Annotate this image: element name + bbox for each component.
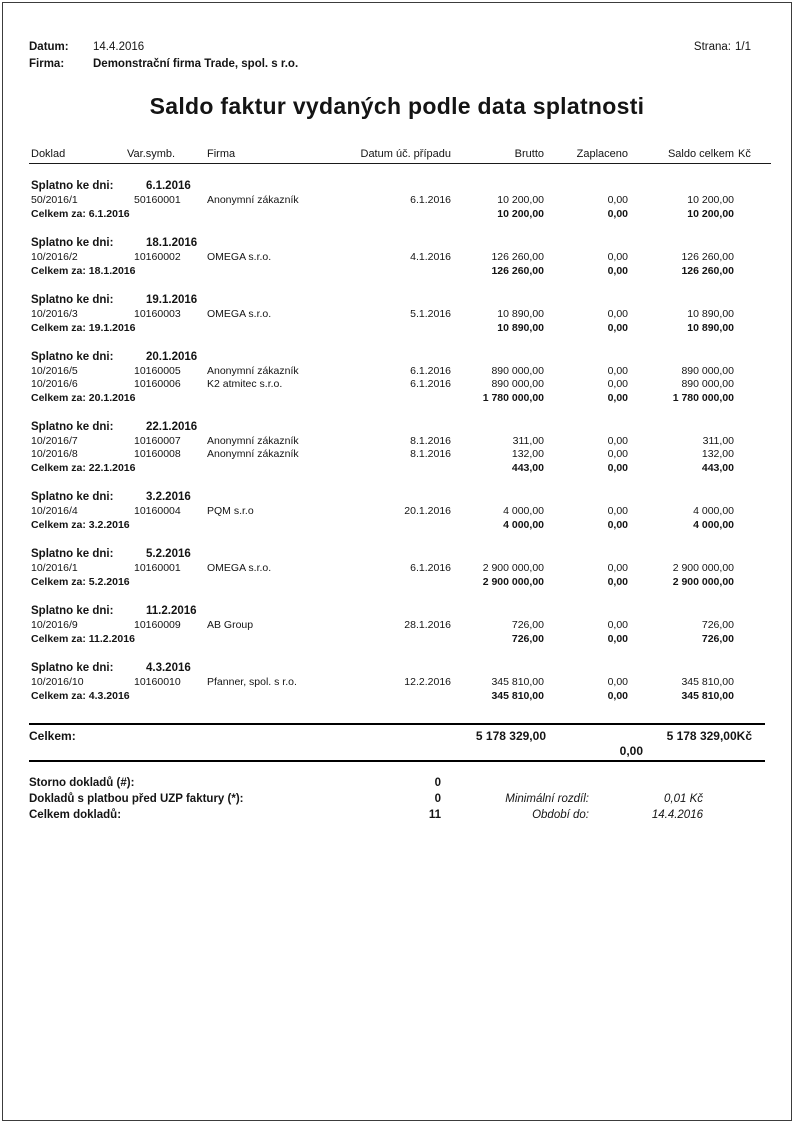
grand-total-paid-row — [29, 744, 765, 758]
cell-doklad: 10/2016/9 — [31, 618, 78, 631]
firma-label: Firma: — [29, 58, 65, 70]
group-total-row — [29, 461, 771, 475]
group-due-label: Splatno ke dni: — [31, 236, 114, 249]
cell-firma: OMEGA s.r.o. — [207, 307, 272, 320]
invoice-row — [29, 435, 771, 448]
storno-label: Storno dokladů (#): — [29, 776, 135, 789]
group-total-label: Celkem za: 5.2.2016 — [31, 575, 130, 588]
cell-firma: Anonymní zákazník — [207, 193, 299, 206]
strana-label: Strana: — [693, 41, 731, 53]
cell-zaplaceno: 0,00 — [607, 447, 628, 460]
table-header-row — [29, 148, 771, 164]
group-header-row — [29, 546, 771, 562]
cell-saldo: 2 900 000,00 — [672, 561, 734, 574]
invoice-balance-table — [29, 148, 771, 703]
cell-saldo: 311,00 — [702, 434, 734, 447]
cell-datum: 6.1.2016 — [410, 193, 451, 206]
group-due-label: Splatno ke dni: — [31, 661, 114, 674]
min-rozdil-label: Minimální rozdíl: — [505, 792, 589, 805]
group-total-saldo: 10 890,00 — [687, 321, 734, 334]
group-total-label: Celkem za: 19.1.2016 — [31, 321, 136, 334]
cell-doklad: 10/2016/8 — [31, 447, 78, 460]
group-due-label: Splatno ke dni: — [31, 604, 114, 617]
meta-firma-row — [29, 56, 298, 73]
cell-zaplaceno: 0,00 — [607, 434, 628, 447]
group-header-row — [29, 178, 771, 194]
group-total-saldo: 4 000,00 — [693, 518, 734, 531]
group-due-label: Splatno ke dni: — [31, 490, 114, 503]
cell-datum: 8.1.2016 — [410, 447, 451, 460]
grand-total-section — [29, 723, 765, 762]
obdobi-label: Období do: — [532, 808, 589, 821]
group-total-brutto: 10 890,00 — [497, 321, 544, 334]
col-mena: Kč — [736, 148, 771, 164]
group-total-saldo: 126 260,00 — [681, 264, 734, 277]
group-due-label: Splatno ke dni: — [31, 420, 114, 433]
group-spacer — [29, 405, 771, 419]
invoice-row — [29, 365, 771, 378]
storno-value: 0 — [434, 776, 441, 789]
group-total-row — [29, 207, 771, 221]
cell-saldo: 126 260,00 — [681, 250, 734, 263]
cell-datum: 6.1.2016 — [410, 561, 451, 574]
cell-firma: Pfanner, spol. s r.o. — [207, 675, 297, 688]
celkem-dokladu-label: Celkem dokladů: — [29, 808, 122, 821]
cell-datum: 6.1.2016 — [410, 364, 451, 377]
datum-value: 14.4.2016 — [93, 41, 145, 53]
group-total-zaplaceno: 0,00 — [607, 689, 628, 702]
group-total-saldo: 2 900 000,00 — [672, 575, 734, 588]
col-zaplaceno: Zaplaceno — [546, 148, 630, 164]
group-total-row — [29, 391, 771, 405]
invoice-row — [29, 676, 771, 689]
group-header-row — [29, 235, 771, 251]
group-total-saldo: 726,00 — [701, 632, 734, 645]
uzp-row — [29, 791, 765, 807]
celkem-dokladu-value: 11 — [428, 808, 441, 821]
group-total-zaplaceno: 0,00 — [607, 461, 628, 474]
grand-total-label: Celkem: — [29, 728, 76, 743]
group-total-brutto: 443,00 — [511, 461, 544, 474]
cell-varsymb: 10160003 — [134, 307, 181, 320]
group-total-label: Celkem za: 6.1.2016 — [31, 207, 130, 220]
group-due-date: 20.1.2016 — [146, 350, 198, 363]
grand-total-zaplaceno: 0,00 — [619, 743, 643, 758]
datum-label: Datum: — [29, 41, 69, 53]
invoice-row — [29, 505, 771, 518]
firma-value: Demonstrační firma Trade, spol. s r.o. — [93, 58, 299, 70]
cell-zaplaceno: 0,00 — [607, 618, 628, 631]
group-total-zaplaceno: 0,00 — [607, 518, 628, 531]
group-header-row — [29, 660, 771, 676]
group-due-label: Splatno ke dni: — [31, 547, 114, 560]
group-total-saldo: 10 200,00 — [687, 207, 734, 220]
cell-zaplaceno: 0,00 — [607, 504, 628, 517]
group-total-brutto: 10 200,00 — [497, 207, 544, 220]
cell-saldo: 890 000,00 — [681, 377, 734, 390]
cell-brutto: 890 000,00 — [491, 377, 544, 390]
cell-doklad: 10/2016/7 — [31, 434, 78, 447]
cell-zaplaceno: 0,00 — [607, 250, 628, 263]
group-total-row — [29, 321, 771, 335]
group-total-saldo: 1 780 000,00 — [672, 391, 734, 404]
cell-datum: 12.2.2016 — [404, 675, 451, 688]
cell-firma: OMEGA s.r.o. — [207, 561, 272, 574]
cell-firma: K2 atmitec s.r.o. — [207, 377, 283, 390]
cell-saldo: 726,00 — [701, 618, 734, 631]
cell-firma: PQM s.r.o — [207, 504, 254, 517]
cell-datum: 20.1.2016 — [404, 504, 451, 517]
report-header — [29, 39, 765, 73]
cell-saldo: 4 000,00 — [693, 504, 734, 517]
cell-doklad: 10/2016/5 — [31, 364, 78, 377]
grand-total-brutto: 5 178 329,00 — [475, 728, 546, 743]
cell-varsymb: 10160006 — [134, 377, 181, 390]
group-total-brutto: 1 780 000,00 — [482, 391, 544, 404]
cell-datum: 6.1.2016 — [410, 377, 451, 390]
cell-datum: 28.1.2016 — [404, 618, 451, 631]
group-header-row — [29, 292, 771, 308]
group-total-label: Celkem za: 18.1.2016 — [31, 264, 136, 277]
group-total-zaplaceno: 0,00 — [607, 575, 628, 588]
group-total-brutto: 4 000,00 — [503, 518, 544, 531]
invoice-row — [29, 308, 771, 321]
group-due-date: 11.2.2016 — [146, 604, 197, 617]
group-total-saldo: 345 810,00 — [681, 689, 734, 702]
group-total-brutto: 726,00 — [511, 632, 544, 645]
group-due-date: 4.3.2016 — [146, 661, 191, 674]
group-total-row — [29, 575, 771, 589]
group-total-zaplaceno: 0,00 — [607, 264, 628, 277]
group-spacer — [29, 475, 771, 489]
cell-firma: Anonymní zákazník — [207, 447, 299, 460]
col-saldo: Saldo celkem — [630, 148, 736, 164]
group-header-row — [29, 603, 771, 619]
cell-firma: OMEGA s.r.o. — [207, 250, 272, 263]
cell-brutto: 4 000,00 — [503, 504, 544, 517]
invoice-row — [29, 562, 771, 575]
cell-brutto: 126 260,00 — [491, 250, 544, 263]
group-total-label: Celkem za: 11.2.2016 — [31, 632, 135, 645]
cell-varsymb: 10160007 — [134, 434, 181, 447]
group-total-label: Celkem za: 4.3.2016 — [31, 689, 130, 702]
group-total-saldo: 443,00 — [701, 461, 734, 474]
group-due-date: 3.2.2016 — [146, 490, 191, 503]
cell-brutto: 132,00 — [511, 447, 544, 460]
group-total-zaplaceno: 0,00 — [607, 632, 628, 645]
group-due-date: 6.1.2016 — [146, 179, 191, 192]
cell-firma: AB Group — [207, 618, 254, 631]
invoice-row — [29, 619, 771, 632]
group-total-label: Celkem za: 3.2.2016 — [31, 518, 130, 531]
celkem-dokladu-row — [29, 807, 765, 823]
group-spacer — [29, 164, 771, 178]
group-total-label: Celkem za: 20.1.2016 — [31, 391, 136, 404]
cell-doklad: 10/2016/3 — [31, 307, 78, 320]
cell-saldo: 890 000,00 — [681, 364, 734, 377]
cell-datum: 8.1.2016 — [410, 434, 451, 447]
cell-doklad: 50/2016/1 — [31, 193, 78, 206]
cell-zaplaceno: 0,00 — [607, 193, 628, 206]
cell-varsymb: 10160001 — [134, 561, 181, 574]
cell-saldo: 132,00 — [701, 447, 734, 460]
group-total-row — [29, 518, 771, 532]
obdobi-value: 14.4.2016 — [651, 808, 703, 821]
group-header-row — [29, 349, 771, 365]
cell-varsymb: 10160004 — [134, 504, 181, 517]
meta-datum-row — [29, 39, 298, 56]
group-header-row — [29, 489, 771, 505]
group-total-row — [29, 632, 771, 646]
cell-zaplaceno: 0,00 — [607, 561, 628, 574]
cell-varsymb: 50160001 — [134, 193, 181, 206]
cell-brutto: 10 890,00 — [497, 307, 544, 320]
cell-varsymb: 10160002 — [134, 250, 181, 263]
uzp-value: 0 — [434, 792, 441, 805]
group-due-label: Splatno ke dni: — [31, 350, 114, 363]
col-varsymb: Var.symb. — [125, 148, 205, 164]
group-total-brutto: 126 260,00 — [491, 264, 544, 277]
group-total-zaplaceno: 0,00 — [607, 321, 628, 334]
cell-brutto: 10 200,00 — [497, 193, 544, 206]
uzp-label: Dokladů s platbou před UZP faktury (*): — [29, 792, 244, 805]
cell-varsymb: 10160009 — [134, 618, 181, 631]
group-total-zaplaceno: 0,00 — [607, 207, 628, 220]
cell-brutto: 2 900 000,00 — [482, 561, 544, 574]
grand-total-row — [29, 729, 765, 744]
cell-varsymb: 10160008 — [134, 447, 181, 460]
col-doklad: Doklad — [29, 148, 125, 164]
group-spacer — [29, 532, 771, 546]
invoice-row — [29, 448, 771, 461]
report-meta — [29, 39, 298, 73]
group-due-date: 22.1.2016 — [146, 420, 198, 433]
cell-brutto: 890 000,00 — [491, 364, 544, 377]
cell-saldo: 10 200,00 — [687, 193, 734, 206]
group-total-zaplaceno: 0,00 — [607, 391, 628, 404]
group-due-label: Splatno ke dni: — [31, 293, 114, 306]
cell-firma: Anonymní zákazník — [207, 364, 299, 377]
grand-total-saldo: 5 178 329,00 — [666, 728, 737, 743]
group-due-date: 5.2.2016 — [146, 547, 191, 560]
group-total-brutto: 345 810,00 — [491, 689, 544, 702]
min-rozdil-value: 0,01 Kč — [664, 792, 703, 805]
cell-doklad: 10/2016/10 — [31, 675, 84, 688]
group-spacer — [29, 278, 771, 292]
col-firma: Firma — [205, 148, 347, 164]
group-total-brutto: 2 900 000,00 — [482, 575, 544, 588]
cell-zaplaceno: 0,00 — [607, 675, 628, 688]
report-page — [2, 2, 792, 1121]
grand-total-currency: Kč — [736, 728, 752, 743]
cell-varsymb: 10160010 — [134, 675, 181, 688]
group-spacer — [29, 646, 771, 660]
cell-brutto: 345 810,00 — [491, 675, 544, 688]
group-due-date: 19.1.2016 — [146, 293, 198, 306]
group-spacer — [29, 335, 771, 349]
group-total-label: Celkem za: 22.1.2016 — [31, 461, 136, 474]
group-due-date: 18.1.2016 — [146, 236, 198, 249]
invoice-row — [29, 251, 771, 264]
cell-varsymb: 10160005 — [134, 364, 181, 377]
strana-value: 1/1 — [735, 41, 751, 53]
cell-zaplaceno: 0,00 — [607, 377, 628, 390]
cell-firma: Anonymní zákazník — [207, 434, 299, 447]
storno-row — [29, 775, 765, 791]
page-number — [694, 39, 765, 56]
col-brutto: Brutto — [453, 148, 546, 164]
cell-zaplaceno: 0,00 — [607, 307, 628, 320]
cell-brutto: 311,00 — [512, 434, 544, 447]
report-title: Saldo faktur vydaných podle data splatnosti — [149, 93, 645, 119]
col-datum: Datum úč. případu — [347, 148, 453, 164]
invoice-row — [29, 194, 771, 207]
cell-doklad: 10/2016/4 — [31, 504, 78, 517]
cell-saldo: 10 890,00 — [687, 307, 734, 320]
group-due-label: Splatno ke dni: — [31, 179, 114, 192]
cell-datum: 4.1.2016 — [410, 250, 451, 263]
cell-zaplaceno: 0,00 — [607, 364, 628, 377]
group-total-row — [29, 264, 771, 278]
group-header-row — [29, 419, 771, 435]
group-total-row — [29, 689, 771, 703]
cell-doklad: 10/2016/1 — [31, 561, 78, 574]
cell-saldo: 345 810,00 — [681, 675, 734, 688]
invoice-row — [29, 378, 771, 391]
cell-doklad: 10/2016/2 — [31, 250, 78, 263]
cell-datum: 5.1.2016 — [410, 307, 451, 320]
cell-doklad: 10/2016/6 — [31, 377, 78, 390]
group-spacer — [29, 589, 771, 603]
stats-section — [29, 775, 765, 823]
group-spacer — [29, 221, 771, 235]
cell-brutto: 726,00 — [511, 618, 544, 631]
